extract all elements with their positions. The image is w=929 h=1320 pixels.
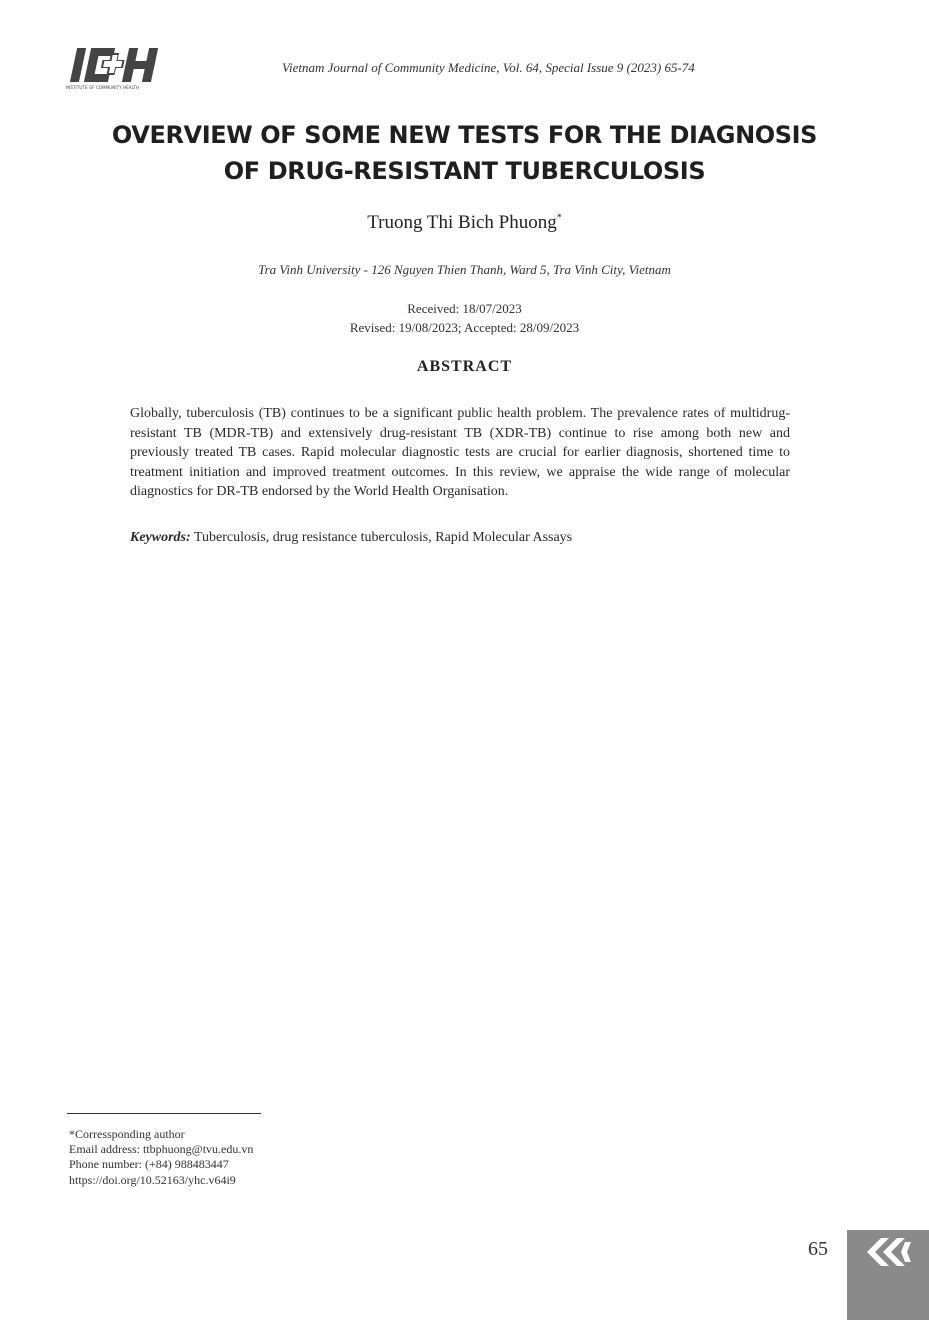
email-address[interactable]: Email address: ttbphuong@tvu.edu.vn [69, 1142, 254, 1157]
footnote [69, 1127, 253, 1188]
revised-accepted-date: Revised: 19/08/2023; Accepted: 28/09/2023 [349, 320, 580, 335]
affiliation: Tra Vinh University - 126 Nguyen Thien Thanh, Ward 5, Tra Vinh City, Vietnam [258, 262, 671, 277]
double-chevron-left-icon [847, 1230, 929, 1320]
title-line-2: OF DRUG-RESISTANT TUBERCULOSIS [223, 157, 706, 185]
title-line-1: OVERVIEW OF SOME NEW TESTS FOR THE DIAGNOSIS [111, 121, 818, 149]
author-mark: * [556, 212, 562, 224]
keywords-text: Tuberculosis, drug resistance tuberculosis, Rapid Molecular Assays [193, 530, 573, 545]
keywords [130, 530, 790, 546]
author-text: Truong Thi Bich Phuong [367, 212, 557, 233]
article-dates [0, 299, 929, 337]
ich-logo-icon [66, 44, 162, 86]
doi-link[interactable]: https://doi.org/10.52163/yhc.v64i9 [69, 1172, 236, 1187]
author-name [0, 212, 929, 234]
abstract-text: Globally, tuberculosis (TB) continues to be a significant public health problem. The prevalence rates of multidrug-resistant TB (MDR-TB) and extensively drug-resistant TB (XDR-TB) continue to rise among both new and previously treated TB cases. Rapid molecular diagnostic tests are crucial for earlier diagnosis, shortened time to treatment initiation and improved treatment outcomes. In this review, we appraise the wide range of molecular diagnostics for DR-TB endorsed by the World Health Organisation. [130, 406, 790, 500]
footnote-divider [67, 1113, 261, 1114]
keywords-label: Keywords: [130, 530, 191, 545]
page-number: 65 [808, 1238, 828, 1260]
phone-number: Phone number: (+84) 988483447 [69, 1157, 229, 1172]
journal-citation: Vietnam Journal of Community Medicine, Vol. 64, Special Issue 9 (2023) 65-74 [282, 60, 695, 75]
received-date: Received: 18/07/2023 [407, 301, 522, 316]
logo-caption: INSTITUTE OF COMMUNITY HEALTH [66, 85, 140, 90]
article-title [0, 117, 929, 189]
page-tab [847, 1230, 929, 1320]
corresponding-note: *Corressponding author [69, 1127, 185, 1141]
abstract-heading: ABSTRACT [416, 358, 513, 375]
